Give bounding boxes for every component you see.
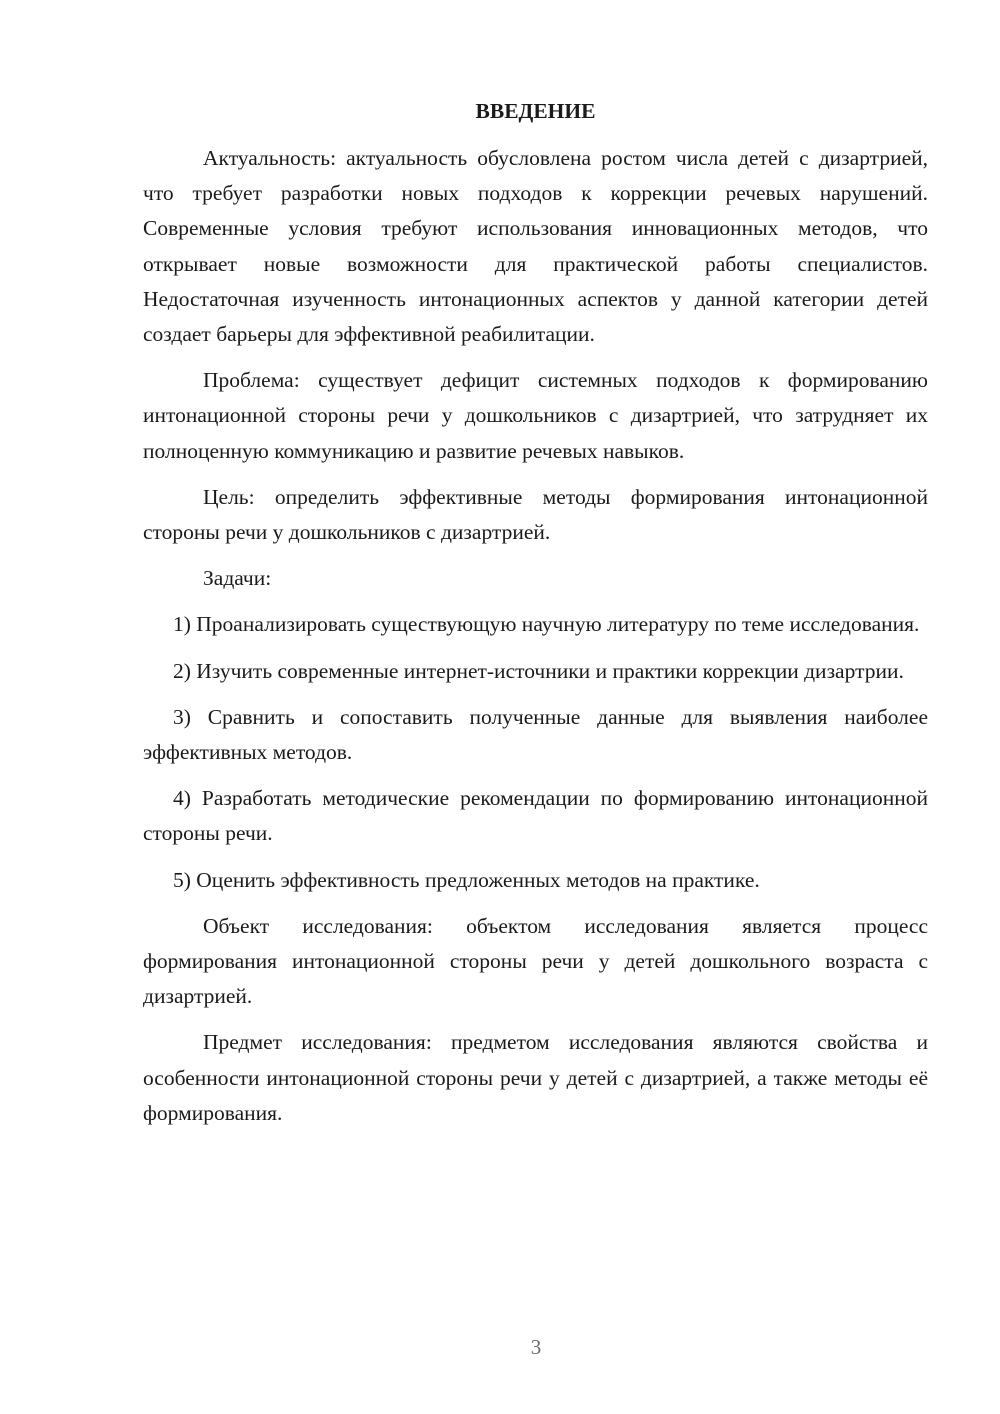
tasks-heading: Задачи: [203, 566, 272, 591]
subject-paragraph: Предмет исследования: предметом исследования являются свойства и особенности интонационной стороны речи у детей с дизартрией, а также методы её формирования. [143, 1030, 928, 1125]
object-paragraph: Объект исследования: объектом исследования является процесс формирования интонационной стороны речи у детей дошкольного возраста с дизартрией. [143, 913, 928, 1009]
page-content [143, 94, 928, 1131]
task-item: 1) Проанализировать существующую научную литературу по теме исследования. [173, 612, 920, 637]
problem-paragraph: Проблема: существует дефицит системных подходов к формированию интонационной стороны речи у дошкольников с дизартрией, что затрудняет их полноценную коммуникацию и развитие речевых навыков. [143, 368, 928, 463]
page-number: 3 [530, 1335, 542, 1359]
relevance-paragraph: Актуальность: актуальность обусловлена ростом числа детей с дизартрией, что требует разработки новых подходов к коррекции речевых нарушений. Современные условия требуют использования инновационных методов, что открывает новые возможности для практической работы специалистов. Недостаточная изученность интонационных аспектов у данной категории детей создает барьеры для эффективной реабилитации. [143, 146, 928, 347]
task-item: 4) Разработать методические рекомендации по формированию интонационной стороны речи. [143, 786, 928, 846]
page-title: ВВЕДЕНИЕ [475, 99, 596, 123]
task-item: 2) Изучить современные интернет-источники и практики коррекции дизартрии. [173, 658, 904, 683]
task-item: 5) Оценить эффективность предложенных методов на практике. [173, 867, 760, 892]
task-item: 3) Сравнить и сопоставить полученные данные для выявления наиболее эффективных методов. [143, 704, 928, 765]
goal-paragraph: Цель: определить эффективные методы формирования интонационной стороны речи у дошкольников с дизартрией. [143, 484, 928, 545]
